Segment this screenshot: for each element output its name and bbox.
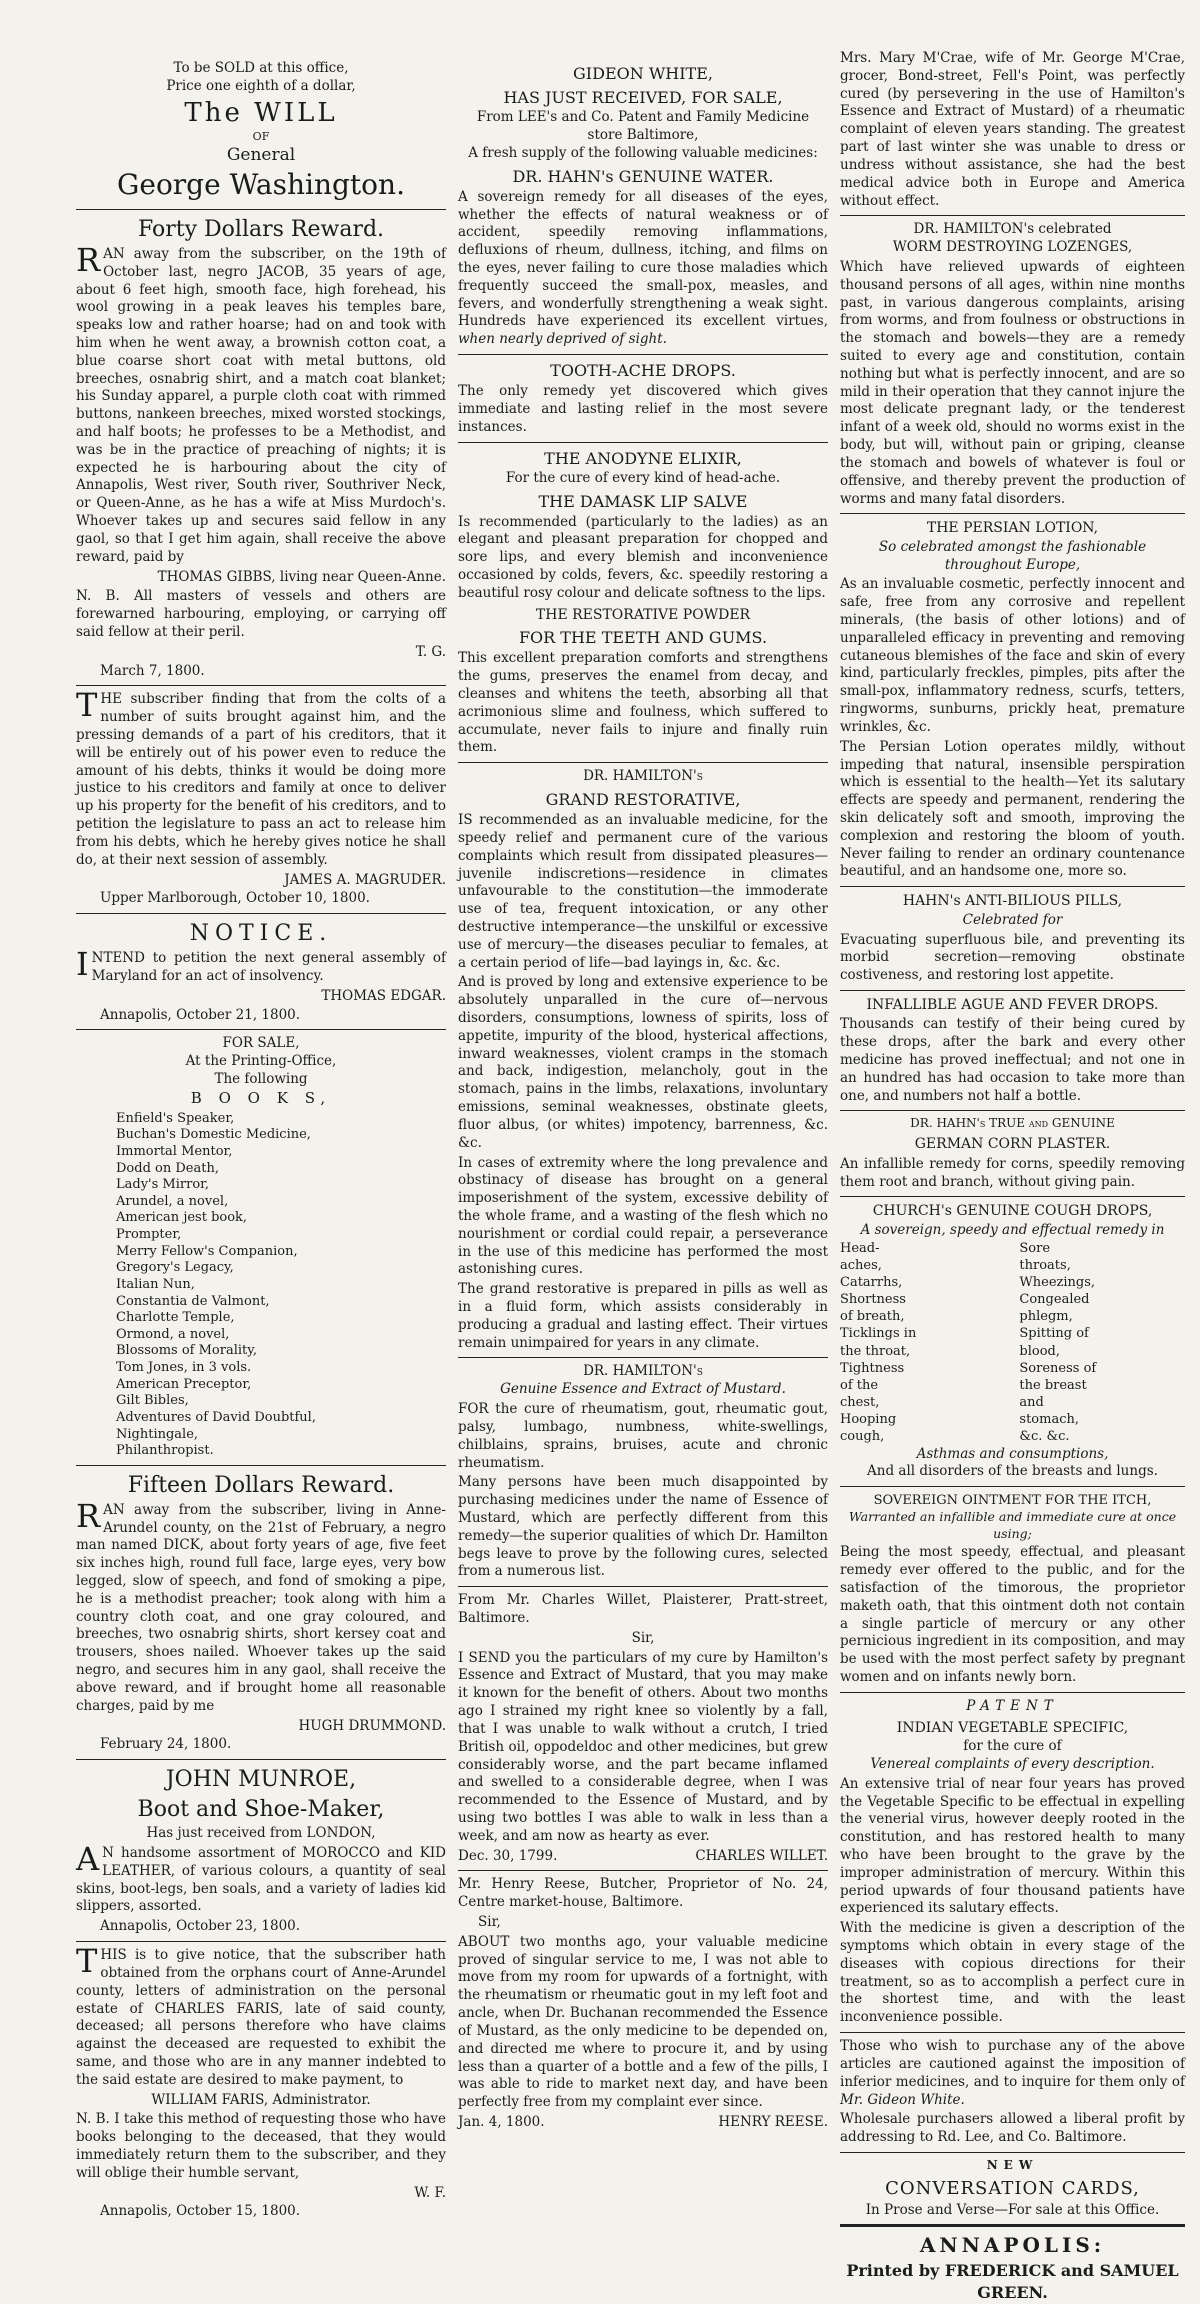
itch-sub: Warranted an infallible and immediate cure at once using; [848,1509,1177,1541]
persian-p1: As an invaluable cosmetic, perfectly innocent and safe, free from any corrosive and repellent minerals, (the basis of other lotions) and of unparalleled efficacy in preventing and removing cutaneous blemishes of the face and skin of every kind, particularly freckles, pimples, pits after the small-pox, inflammatory redness, scurfs, tetters, ringworms, sunburns, prickly heat, premature wrinkles, &c. [840,576,1185,735]
forty-dollars-nb: N. B. All masters of vessels and others are forewarned harbouring, employing, or carrying off said fellow at their peril. [76,588,446,640]
damask-title: THE DAMASK LIP SALVE [538,491,748,511]
column-right [840,48,1185,2304]
ailment-item: Soreness of the breast and [1019,1360,1097,1411]
worm-title: DR. HAMILTON's celebrated [913,221,1112,238]
book-item: Buchan's Domestic Medicine, [116,1127,311,1143]
gideon-from: From LEE's and Co. Patent and Family Medicine store Baltimore, [476,109,810,144]
corn-title: GERMAN CORN PLASTER. [914,1136,1111,1153]
books-line-2: At the Printing-Office, [185,1053,337,1070]
faris-nb: N. B. I take this method of requesting those who have books belonging to the deceased, that they would immediately return them to the subscriber, and they will oblige their humble servant, [76,2111,446,2181]
book-item: American jest book, [116,1210,248,1226]
column-middle [458,60,828,2132]
antibilious-body: Evacuating superfluous bile, and preventing its morbid secretion—removing obstinate costiveness, and restoring lost appetite. [840,931,1185,984]
indian-title: INDIAN VEGETABLE SPECIFIC, [896,1719,1129,1736]
willet-from: From Mr. Charles Willet, Plaisterer, Pratt-street, Baltimore. [458,1592,828,1627]
hahn-water-italic: when nearly deprived of sight. [458,331,667,348]
notice-date: Annapolis, October 21, 1800. [100,1006,301,1023]
book-item: Nightingale, [116,1426,199,1442]
persian-lotion [840,519,1185,881]
cards-sub: In Prose and Verse—For sale at this Office. [865,2201,1160,2218]
divider [840,2152,1185,2153]
toothache-body: The only remedy yet discovered which gives immediate and lasting relief in the most severe instances. [458,383,828,435]
divider [458,442,828,443]
reese-footer [458,2114,828,2132]
reese-letter [458,1876,828,2131]
willet-salute: Sir, [631,1629,655,1646]
essence-of-mustard [458,1363,828,1581]
book-item: Prompter, [116,1227,182,1243]
gideon-supply: A fresh supply of the following valuable medicines: [468,144,818,161]
gideon-name: GIDEON WHITE, [573,64,713,83]
divider [458,762,828,763]
munroe-body: AN handsome assortment of MOROCCO and KID LEATHER, of various colours, a quantity of seal skins, boot-legs, ben soals, and a variety of ladies kid slippers, assorted. [76,1840,446,1915]
faris-body: THIS is to give notice, that the subscriber hath obtained from the orphans court of Anne-Arundel county, letters of administration on the personal estate of CHARLES FARIS, late of said county, deceased; all persons therefore who have claims against the deceased are requested to exhibit the same, and those who are in any manner indebted to the said estate are desired to make payment, to [76,1942,446,2088]
restorative-powder [458,606,828,757]
hahn-water-body [458,189,828,349]
caution-text: Those who wish to purchase any of the above articles are cautioned against the imposition of inferior medicines, and to inquire for them only of [840,2038,1185,2090]
book-item: American Preceptor, [116,1376,252,1392]
powder-body: This excellent preparation comforts and strengthens the gums, preserves the enamel from decay, and cleanses and whitens the teeth, absorbing all that acrimonious slime and foulness, which suffered to accumulate, never fails to injure and finally ruin them. [458,650,828,756]
book-item: Charlotte Temple, [116,1310,235,1326]
reese-salute: Sir, [478,1914,501,1931]
books-heading: B O O K S, [190,1088,332,1107]
will-of: OF [252,129,270,143]
notice-title: NOTICE. [189,921,333,947]
column-left [76,60,446,2222]
divider [76,209,446,210]
books-line-3: The following [214,1071,308,1088]
hahn-water-title: DR. HAHN's GENUINE WATER. [512,166,774,186]
indian-sub: Venereal complaints of every description. [870,1755,1155,1772]
cards-title: CONVERSATION CARDS, [885,2177,1140,2199]
indian-p2: With the medicine is given a description of the symptoms which obtain in every stage of the diseases with copious directions for their treatment, so as to accomplish a perfect cure in the shortest time, and with the least inconvenience possible. [840,1920,1185,2026]
divider [76,913,446,914]
will-line-2: Price one eighth of a dollar, [166,77,356,94]
willet-footer [458,1848,828,1866]
ague-body: Thousands can testify of their being cured by these drops, after the bark and every other medicine has proved ineffectual; and not one in an hundred has had occasion to take more than one, and numbers not half a bottle. [840,1016,1185,1104]
corn-plaster [840,1116,1185,1191]
book-item: Adventures of David Doubtful, [116,1409,316,1425]
grand-p2: And is proved by long and extensive experience to be absolutely unparalled in the cure of—nervous disorders, consumptions, lowness of spirits, loss of appetite, impurity of the blood, hysterical affections, inward weaknesses, violent cramps in the stomach and back, indigestion, melancholy, gout in the stomach, pains in the limbs, relaxations, involuntary emissions, seminal weaknesses, obstinate gleets, fluor albus, (or whites) impotency, barrenness, &c. &c. [458,974,828,1151]
worm-lozenges [840,221,1185,508]
grand-p3: In cases of extremity where the long prevalence and obstinacy of disease has brought on a general imposerishment of the system, excessive debility of the whole frame, and a wasting of the flesh which no nourishment or cordial could repair, a perseverance in the use of this medicine has performed the most astonishing cures. [458,1154,828,1278]
reese-from: Mr. Henry Reese, Butcher, Proprietor of No. 24, Centre market-house, Baltimore. [458,1876,828,1911]
caution-notice [840,2038,1185,2109]
book-item: Merry Fellow's Companion, [116,1243,298,1259]
divider [840,1196,1185,1197]
divider [458,1586,828,1587]
anti-bilious-pills [840,892,1185,985]
forty-dollars-title: Forty Dollars Reward. [137,216,385,242]
worm-body: Which have relieved upwards of eighteen thousand persons of all ages, within nine months past, in various dangerous complaints, arising from worms, and from foulness or obstructions in the stomach and bowels—they are a remedy suited to every age and constitution, contain nothing but what is perfectly innocent, and are so mild in their operation that they cannot injure the most delicate pregnant lady, or the tenderest infant of a week old, should no worms exist in the body, but will, without pain or griping, cleanse the stomach and bowels of whatever is foul or offensive, and thereby prevent the production of worms and many fatal disorders. [840,258,1185,507]
divider [458,1870,828,1871]
mustard-l1: DR. HAMILTON's [583,1363,703,1380]
munroe-date: Annapolis, October 23, 1800. [100,1918,301,1935]
ailment-item: Spitting of blood, [1019,1326,1089,1359]
willet-letter [458,1592,828,1865]
imprint-green: GREEN. [977,2282,1048,2302]
anodyne-title: THE ANODYNE ELIXIR, [544,448,742,468]
books-advert [76,1035,446,1459]
willet-signature: CHARLES WILLET. [695,1847,828,1864]
reese-signature: HENRY REESE. [718,2113,828,2130]
divider [840,513,1185,514]
divider [76,1759,446,1760]
cough-sub: A sovereign, speedy and effectual remedy in [860,1221,1165,1238]
magruder-advert [76,686,446,908]
book-item: Immortal Mentor, [116,1143,233,1159]
mccrae-testimonial: Mrs. Mary M'Crae, wife of Mr. George M'Crae, grocer, Bond-street, Fell's Point, was perfectly cured (by persevering in the use of Hamilton's Essence and Extract of Mustard) of a rheumatic complaint of eleven years standing. The greatest part of last winter she was unable to dress or undress without assistance, she had the best medical advice both in Europe and America without effect. [840,50,1185,209]
ailment-item: Shortness of breath, [840,1292,906,1325]
ailment-item: Tightness of the chest, [840,1360,905,1411]
anodyne-elixir [458,448,828,488]
ailment-item: Hooping cough, [840,1412,897,1445]
mustard-sub: Genuine Essence and Extract of Mustard. [500,1381,786,1398]
divider [840,215,1185,216]
magruder-date: Upper Marlborough, October 10, 1800. [100,890,370,907]
book-item: Lady's Mirror, [116,1177,210,1193]
magruder-signature: JAMES A. MAGRUDER. [284,871,446,888]
grand-p1: IS recommended as an invaluable medicine, for the speedy relief and permanent cure of the various complaints which result from dissipated pleasures—juvenile indiscretions—residence in climates unfavourable to the constitution—the immoderate use of tea, frequent intoxication, or any other destructive intemperance—the unskilful or excessive use of mercury—the diseases peculiar to females, at a certain period of life—bad layings in, &c. &c. [458,812,828,971]
forty-dollars-date: March 7, 1800. [100,662,205,679]
book-item: Enfield's Speaker, [116,1110,235,1126]
fifteen-dollars-signature: HUGH DRUMMOND. [298,1717,446,1734]
divider [76,685,446,686]
will-line-1: To be SOLD at this office, [173,60,349,76]
divider [840,2224,1185,2227]
munroe-name: JOHN MUNROE, [165,1767,357,1793]
ailment-item: Head-aches, [840,1240,882,1273]
grand-l1: DR. HAMILTON's [583,768,703,785]
itch-ointment [840,1492,1185,1687]
cough-drops [840,1202,1185,1481]
itch-body: Being the most speedy, effectual, and pleasant remedy ever offered to the public, and for the satisfaction of the timorous, the proprietor maketh oath, that this ointment doth not contain a single particle of mercury or any other pernicious ingredient in its composition, and may be used with the most perfect safety by pregnant women and on infants newly born. [840,1544,1185,1686]
willet-date: Dec. 30, 1799. [458,1847,558,1864]
munroe-line: Has just received from LONDON, [146,1825,376,1842]
imprint-place: ANNAPOLIS: [919,2233,1106,2258]
worm-sub: WORM DESTROYING LOZENGES, [892,239,1133,256]
damask-body: Is recommended (particularly to the ladies) as an elegant and pleasant preparation for chopped and sore lips, and every blemish and inconvenience occasioned by colds, fevers, &c. speedily restoring a beautiful rosy colour and delicate softness to the lips. [458,513,828,601]
divider [76,1465,446,1466]
caution-name: Mr. Gideon White. [840,2091,965,2108]
book-item: Arundel, a novel, [116,1193,229,1209]
corn-body: An infallible remedy for corns, speedily removing them root and branch, without giving pain. [840,1155,1185,1190]
toothache-title: TOOTH-ACHE DROPS. [550,361,736,381]
divider [458,354,828,355]
ailment-item: Sore throats, [1019,1240,1071,1273]
magruder-body: THE subscriber finding that from the colts of a number of suits brought against him, and the pressing demands of a part of his creditors, that it will be entirely out of his power even to reduce the amount of his debts, thinks it would be doing more justice to his creditors and family at once to deliver up his property for the benefit of his creditors, and to petition the legislature to pass an act to release him from his debts, which he hereby gives notice he shall do, at their next session of assembly. [76,686,446,868]
persian-title: THE PERSIAN LOTION, [926,520,1099,537]
will-washington: George Washington. [117,167,405,201]
books-line-1: FOR SALE, [222,1035,300,1052]
antibilious-sub: Celebrated for [962,911,1063,928]
fifteen-dollars-advert [76,1471,446,1754]
forty-dollars-advert [76,215,446,681]
divider [840,886,1185,887]
ailment-item: stomach, &c. &c. [1019,1412,1079,1445]
itch-title: SOVEREIGN OINTMENT FOR THE ITCH, [873,1493,1152,1509]
divider [840,1486,1185,1487]
imprint-printers: Printed by FREDERICK and SAMUEL [846,2260,1179,2280]
faris-signature: WILLIAM FARIS, Administrator. [151,2091,371,2108]
book-item: Constantia de Valmont, [116,1293,270,1309]
hahn-water [458,166,828,349]
faris-date: Annapolis, October 15, 1800. [100,2203,301,2220]
book-item: Tom Jones, in 3 vols. [116,1360,252,1376]
antibilious-title: HAHN's ANTI-BILIOUS PILLS, [902,893,1123,910]
hahn-water-text: A sovereign remedy for all diseases of the eyes, whether the effects of natural weakness or of accident, speedily removing inflammations, defluxions of rheum, dullness, itching, and films on the eyes, never failing to cure those maladies which frequently succeed the small-pox, measles, and fevers, and wonderfully strengthening a weak sight. Hundreds have experienced its excellent virtues, [458,188,828,330]
will-general: General [226,145,296,166]
damask-lip-salve [458,491,828,603]
book-item: Dodd on Death, [116,1160,219,1176]
powder-sub: FOR THE TEETH AND GUMS. [518,628,768,648]
book-item: Gregory's Legacy, [116,1260,234,1276]
notice-body: INTEND to petition the next general assembly of Maryland for an act of insolvency. [76,945,446,984]
fifteen-dollars-body: RAN away from the subscriber, living in Anne-Arundel county, on the 21st of February, a negro man named DICK, about forty years of age, five feet six inches high, round full face, large eyes, very bow legged, slow of speech, and fond of smoking a pipe, he is a methodist preacher; took along with him a country cloth coat, and one gray coloured, and breeches, two osnabrig shirts, short kersey coat and trousers, shoes nailed. Whoever takes up the said negro, and secures him in any gaol, shall receive the above reward, and if brought home all reasonable charges, paid by me [76,1496,446,1714]
ague-drops [840,996,1185,1106]
divider [840,2032,1185,2033]
cough-end: And all disorders of the breasts and lungs. [867,1463,1158,1480]
cough-ailments [840,1240,1185,1446]
divider [840,1110,1185,1111]
mustard-p1: FOR the cure of rheumatism, gout, rheumatic gout, palsy, lumbago, numbness, white-swellings, chilblains, sprains, bruises, acute and chronic rheumatism. [458,1401,828,1471]
book-item: Italian Nun, [116,1276,195,1292]
forty-dollars-initials: T. G. [415,643,446,660]
notice-signature: THOMAS EDGAR. [321,987,446,1004]
reese-date: Jan. 4, 1800. [458,2113,545,2130]
wholesale-notice: Wholesale purchasers allowed a liberal profit by addressing to Rd. Lee, and Co. Baltimore. [840,2111,1185,2146]
divider [458,1357,828,1358]
powder-title: THE RESTORATIVE POWDER [535,606,751,623]
reese-body: ABOUT two months ago, your valuable medicine proved of singular service to me, I was not able to move from my room for upwards of a fortnight, with the rheumatism or rheumatic gout in my left foot and ancle, when Dr. Buchanan recommended the Essence of Mustard, as the only medicine to be depended on, and directed me where to procure it, and by using less than a quarter of a bottle and a few of the pills, I was able to ride to market next day, and have been perfectly free from my complaint ever since. [458,1933,828,2111]
indian-l1: PATENT [966,1697,1059,1714]
cough-title: CHURCH's GENUINE COUGH DROPS, [872,1203,1153,1220]
faris-initials: W. F. [414,2184,446,2201]
grand-p4: The grand restorative is prepared in pills as well as in a fluid form, which assists considerably in producing a gradual and lasting effect. Their virtues remain unimpaired for years in any climate. [458,1281,828,1351]
willet-body: I SEND you the particulars of my cure by Hamilton's Essence and Extract of Mustard, that you may make it known for the benefit of others. About two months ago I strained my right knee so violently by a fall, that I was unable to walk without a crutch, I tried British oil, oppodeldoc and other medicines, but grew considerably worse, and the part became inflamed and swelled to a considerable degree, when I was recommended to the Essence of Mustard, and by using two bottles I was able to walk in less than a week, and am now as hearty as ever. [458,1649,828,1844]
fifteen-dollars-title: Fifteen Dollars Reward. [127,1472,395,1498]
book-item: Blossoms of Morality, [116,1343,258,1359]
ailment-item: Congealed phlegm, [1019,1292,1090,1325]
fifteen-dollars-date: February 24, 1800. [100,1736,232,1753]
book-item: Philanthropist. [116,1443,214,1459]
divider [76,1029,446,1030]
ailment-item: Catarrhs, [840,1274,903,1290]
indian-p1: An extensive trial of near four years has proved the Vegetable Specific to be effectual in expelling the venerial virus, however deeply rooted in the constitution, and has restored health to many who have been brought to the grave by the improper administration of mercury. Within this period upwards of four thousand patients have experienced its salutary effects. [840,1775,1185,1917]
toothache-drops [458,360,828,437]
vegetable-specific [840,1698,1185,2027]
book-item: Ormond, a novel, [116,1326,230,1342]
divider [76,1941,446,1942]
grand-restorative [458,768,828,1352]
notice-advert [76,919,446,1024]
gideon-received: HAS JUST RECEIVED, FOR SALE, [503,88,783,108]
books-list [116,1111,446,1460]
cough-ailments-left [840,1240,1006,1446]
grand-title: GRAND RESTORATIVE, [545,789,741,809]
cough-asthmas: Asthmas and consumptions, [916,1445,1109,1462]
ailment-item: Ticklings in the throat, [840,1326,917,1359]
divider [840,1692,1185,1693]
persian-p2: The Persian Lotion operates mildly, without impeding that natural, insensible perspiration which is essential to the health—Yet its salutary effects are speedy and permanent, rendering the skin delicately soft and smooth, improving the complexion and restoring the bloom of youth. Never failing to render an ordinary countenance beautiful, and an handsome one, more so. [840,738,1185,880]
ailment-item: Wheezings, [1019,1274,1096,1290]
munroe-advert [76,1765,446,1936]
mustard-p2: Many persons have been much disappointed by purchasing medicines under the name of Essence of Mustard, which are perfectly different from this remedy—the superior qualities of which Dr. Hamilton begs leave to prove by the following cures, selected from a numerous list. [458,1474,828,1580]
anodyne-sub: For the cure of every kind of head-ache. [505,469,781,486]
will-advert [76,60,446,204]
faris-advert [76,1942,446,2221]
cough-ailments-right [1019,1240,1185,1446]
munroe-trade: Boot and Shoe-Maker, [137,1797,385,1823]
indian-l2: for the cure of [963,1738,1062,1755]
cards-new: NEW [986,2157,1039,2172]
ague-title: INFALLIBLE AGUE AND FEVER DROPS. [866,996,1159,1013]
will-title: The WILL [184,97,338,128]
gideon-white-header [458,63,828,163]
forty-dollars-signature: THOMAS GIBBS, living near Queen-Anne. [157,568,446,585]
book-item: Gilt Bibles, [116,1393,189,1409]
divider [840,990,1185,991]
corn-l1: DR. HAHN's TRUE and GENUINE [910,1116,1115,1131]
persian-sub: So celebrated amongst the fashionable throughout Europe, [878,538,1147,573]
forty-dollars-body: RAN away from the subscriber, on the 19th of October last, negro JACOB, 35 years of age, about 6 feet high, smooth face, high forehead, his wool growing in a peak leaves his temples bare, speaks low and rather hoarse; had on and took with him when he went away, a brownish cotton coat, a blue coarse short coat with metal buttons, old breeches, osnabrig shirt, and a match coat blanket; his Sunday apparel, a purple cloth coat with rimmed buttons, nankeen breeches, mixed worsted stockings, and half boots; he professes to be a Methodist, and was be in the practice of preaching of nights; it is expected he is harbouring about the city of Annapolis, West river, South river, Southriver Neck, or Queen-Anne, as he has a wife at Miss Murdoch's. Whoever takes up and secures said fellow in any gaol, so that I get him again, shall receive the above reward, paid by [76,240,446,565]
